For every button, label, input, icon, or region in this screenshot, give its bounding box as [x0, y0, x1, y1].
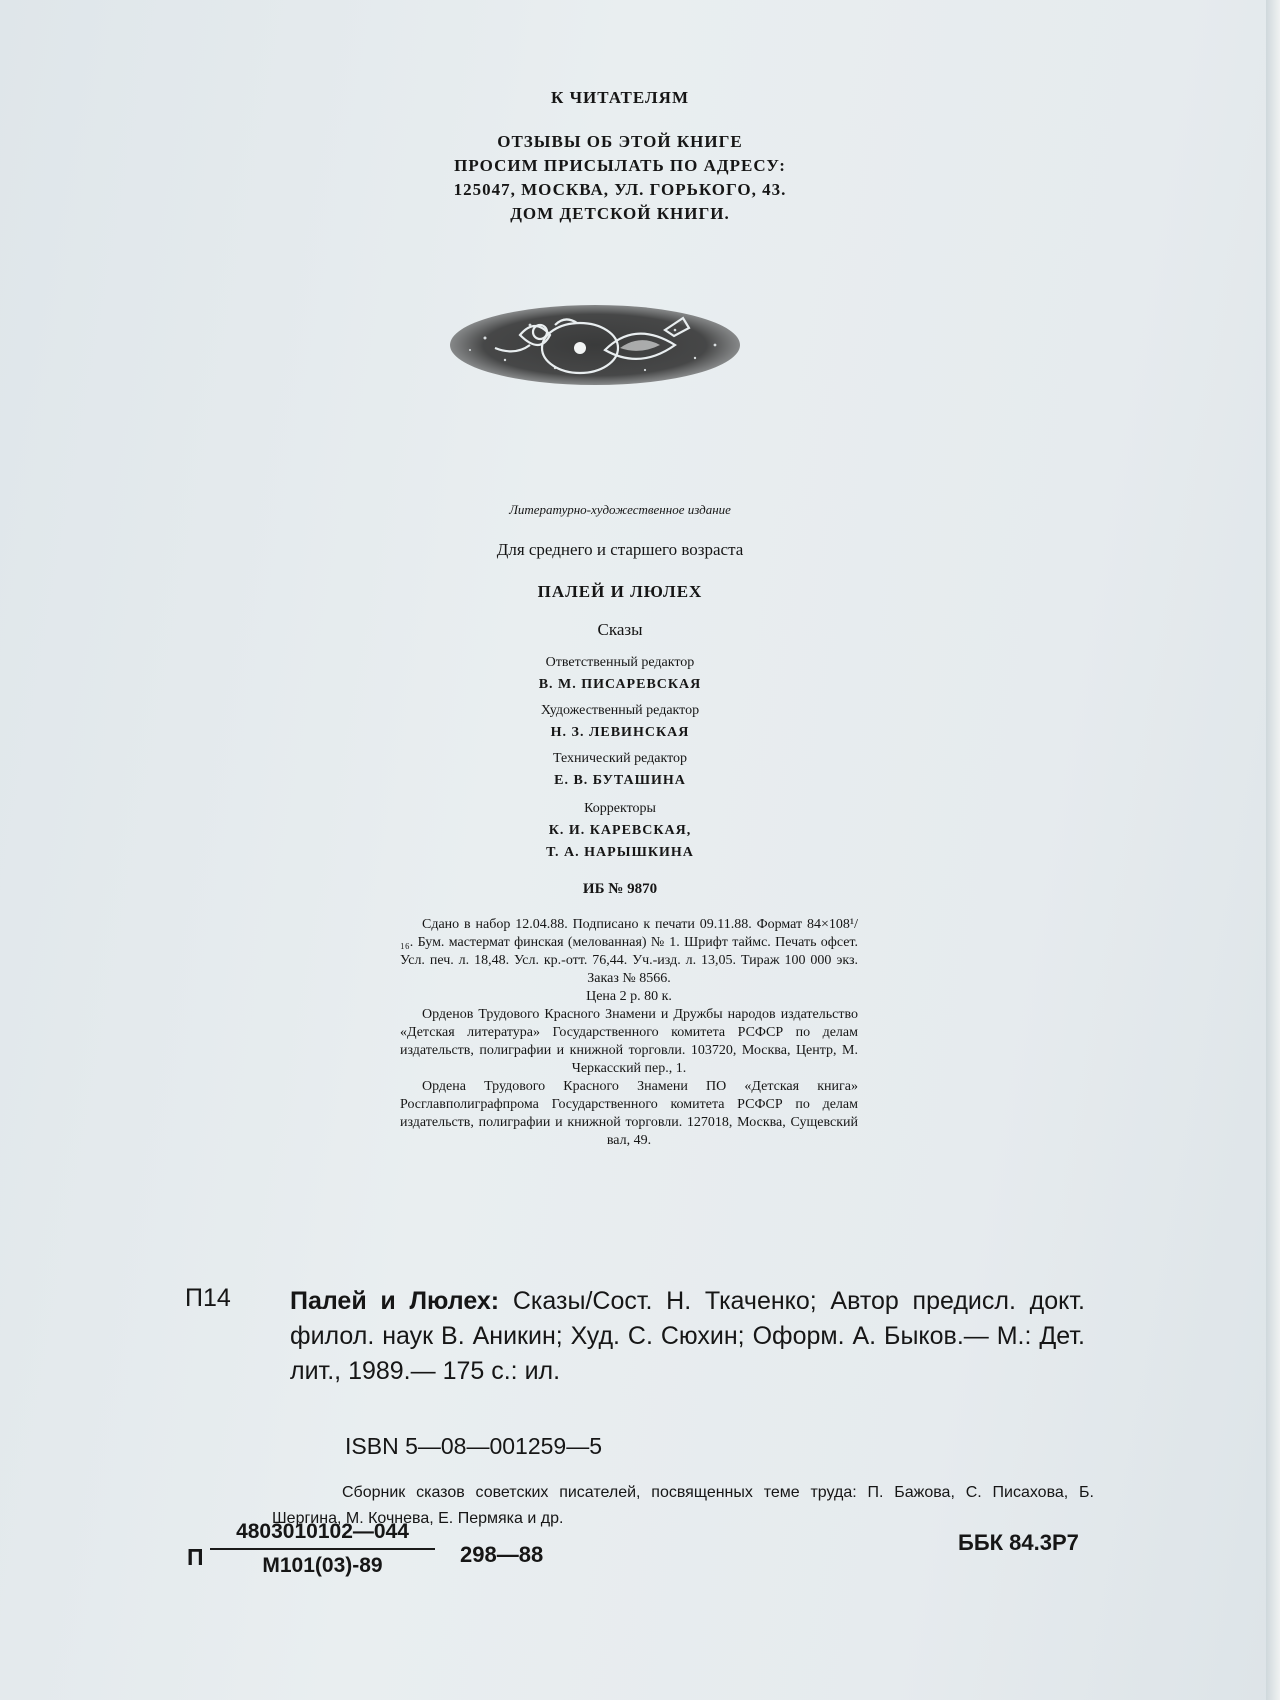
staff-role: Художественный редактор: [540, 703, 700, 718]
staff-role: Ответственный редактор: [545, 655, 695, 670]
age-label: Для среднего и старшего возраста: [496, 540, 744, 559]
reader-heading: К ЧИТАТЕЛЯМ: [551, 88, 689, 107]
staff-entry: [0, 703, 1240, 741]
reader-line: 125047, МОСКВА, УЛ. ГОРЬКОГО, 43.: [453, 180, 787, 199]
fraction-denominator: М101(03)-89: [262, 1554, 383, 1577]
staff-name: Н. З. ЛЕВИНСКАЯ: [550, 725, 690, 740]
staff-name: К. И. КАРЕВСКАЯ,: [548, 823, 692, 838]
ornament-vignette: [445, 290, 745, 400]
genre-label: Литературно-художественное издание: [509, 502, 731, 517]
staff-role: Технический редактор: [552, 751, 688, 766]
printer-info: Ордена Трудового Красного Знамени ПО «Детская книга» Росглавполиграфпрома Государственного комитета РСФСР по делам издательств, полиграфии и книжной торговли. 127018, Москва, Сущевский вал, 49.: [400, 1079, 858, 1148]
price: Цена 2 р. 80 к.: [586, 989, 672, 1004]
staff-entry: [0, 801, 1240, 861]
publisher-info: Орденов Трудового Красного Знамени и Дружбы народов издательство «Детская литература» Государственного комитета РСФСР по делам издательств, полиграфии и книжной торговли. 103720, Москва, Центр, М. Черкасский пер., 1.: [400, 1007, 858, 1076]
fraction-bar: [210, 1548, 435, 1550]
reader-line: ОТЗЫВЫ ОБ ЭТОЙ КНИГЕ: [497, 132, 743, 151]
staff-name: Е. В. БУТАШИНА: [554, 773, 686, 788]
catalog-code: П14: [185, 1284, 231, 1312]
book-subtitle: Сказы: [597, 620, 643, 639]
isbn: ISBN 5—08—001259—5: [345, 1433, 602, 1459]
catalog-title: Палей и Люлех:: [290, 1287, 500, 1315]
ib-number: ИБ № 9870: [582, 881, 658, 897]
catalog-description: [290, 1284, 1085, 1389]
reader-line: ПРОСИМ ПРИСЫЛАТЬ ПО АДРЕСУ:: [454, 156, 786, 175]
bbk-code: ББК 84.3Р7: [958, 1530, 1079, 1555]
catalog-summary: Сборник сказов советских писателей, посвященных теме труда: П. Бажова, С. Писахова, Б. Шергина, М. Кочнева, Е. Пермяка и др.: [272, 1484, 1094, 1527]
staff-entry: [0, 655, 1240, 693]
print-info: Сдано в набор 12.04.88. Подписано к печати 09.11.88. Формат 84×108¹/₁₆. Бум. мастермат финская (мелованная) № 1. Шрифт таймс. Печать офсет. Усл. печ. л. 18,48. Усл. кр.-отт. 76,44. Уч.-изд. л. 13,05. Тираж 100 000 экз. Заказ № 8566.: [400, 917, 858, 986]
staff-entry: [0, 751, 1240, 789]
index-letter: П: [187, 1544, 204, 1570]
fraction-numerator: 4803010102—044: [236, 1520, 409, 1543]
page-edge: [1266, 0, 1280, 1700]
staff-name: Т. А. НАРЫШКИНА: [546, 845, 694, 860]
reader-address-block: [0, 130, 1240, 226]
catalog-details: Сказы/Сост. Н. Ткаченко; Автор предисл. докт. филол. наук В. Аникин; Худ. С. Сюхин; Оформ. А. Быков.— М.: Дет. лит., 1989.— 175 с.: ил.: [290, 1287, 1085, 1385]
catalog-number: 298—88: [460, 1542, 544, 1567]
imprint-block: [400, 916, 858, 1150]
book-title: ПАЛЕЙ И ЛЮЛЕХ: [537, 582, 703, 601]
staff-role: Корректоры: [584, 801, 656, 816]
staff-name: В. М. ПИСАРЕВСКАЯ: [538, 677, 702, 692]
catalog-fraction: [210, 1520, 435, 1578]
reader-line: ДОМ ДЕТСКОЙ КНИГИ.: [510, 204, 730, 223]
